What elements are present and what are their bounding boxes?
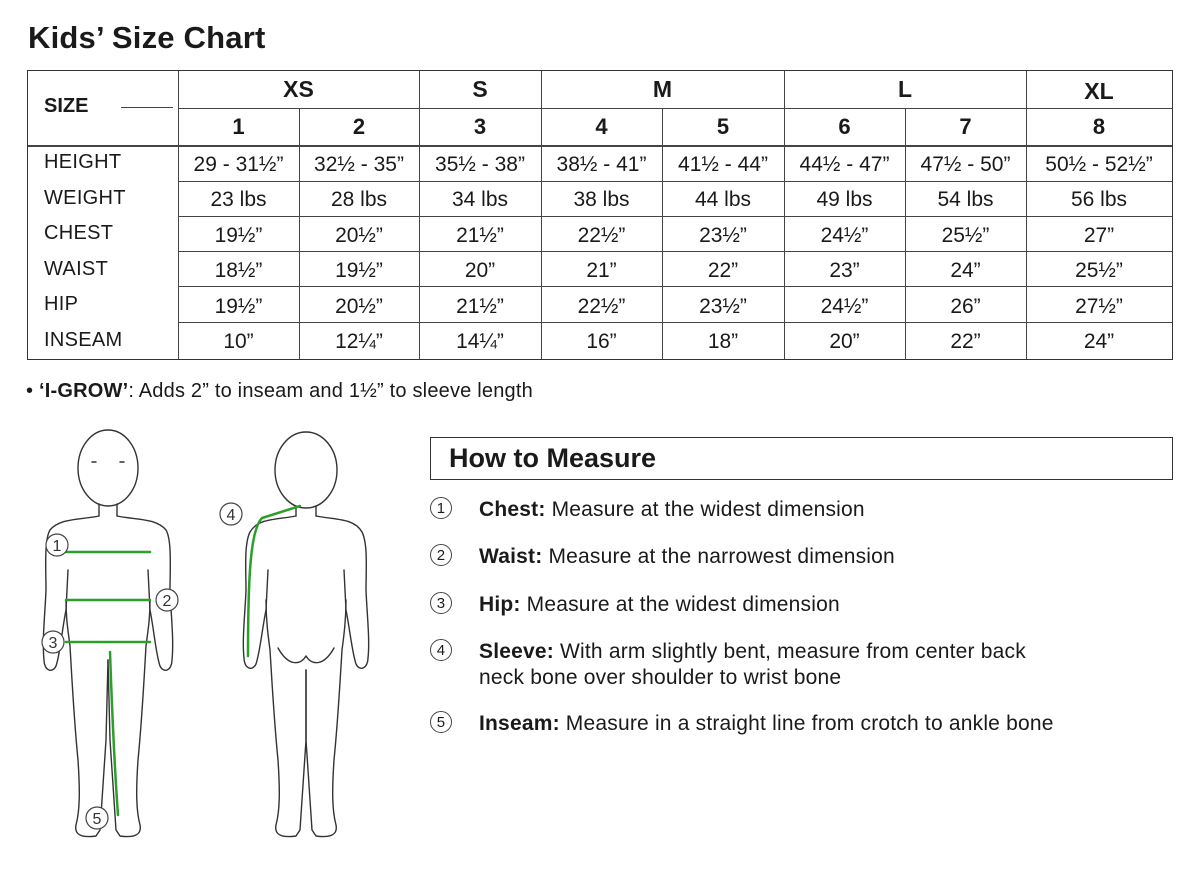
table-cell: 22” [950, 330, 981, 354]
table-cell: 24½” [820, 294, 869, 318]
table-cell: 24” [950, 259, 981, 283]
group-header-xl: XL [1084, 78, 1114, 104]
table-cell: 23½” [699, 294, 747, 318]
svg-text:4: 4 [226, 507, 236, 524]
size-number: 7 [959, 113, 972, 139]
step-text: Measure in a straight line from crotch to ankle bone [559, 712, 1054, 735]
table-cell: 47½ - 50” [920, 152, 1011, 176]
note-text: : Adds 2” to inseam and 1½” to sleeve length [128, 380, 533, 402]
table-cell: 18” [707, 330, 739, 354]
table-cell: 25½” [1075, 259, 1123, 283]
table-cell: 14¼” [456, 330, 504, 354]
marker-3 [42, 631, 64, 653]
table-cell: 56 lbs [1070, 188, 1128, 212]
marker-1 [46, 534, 68, 556]
step-number-1: 1 [430, 497, 452, 519]
size-number: 8 [1092, 113, 1106, 139]
table-cell: 16” [586, 330, 617, 354]
table-cell: 20” [829, 330, 860, 354]
table-cell: 29 - 31½” [193, 152, 284, 176]
table-cell: 28 lbs [330, 188, 388, 212]
table-cell: 12¼” [335, 330, 383, 354]
size-number: 1 [232, 113, 245, 139]
table-cell: 21” [586, 259, 617, 283]
group-header-l: L [897, 76, 913, 102]
table-cell: 22½” [577, 223, 626, 247]
table-cell: 20” [464, 259, 496, 283]
table-cell: 23½” [699, 223, 747, 247]
size-label: SIZE [44, 95, 89, 117]
size-number: 4 [595, 113, 608, 139]
group-header-s: S [472, 76, 488, 102]
table-cell: 24” [1083, 330, 1115, 354]
step-term: Waist: [479, 545, 543, 568]
table-cell: 26” [950, 294, 981, 318]
step-number-4: 4 [430, 639, 452, 661]
row-label: HEIGHT [44, 151, 122, 174]
row-label: HIP [44, 293, 79, 316]
group-header-m: M [652, 76, 673, 102]
table-cell: 20½” [335, 223, 383, 247]
table-cell: 19½” [335, 259, 383, 283]
table-cell: 23” [829, 259, 860, 283]
marker-2 [156, 589, 178, 611]
step-number-3: 3 [430, 592, 452, 614]
table-cell: 27½” [1075, 294, 1123, 318]
table-cell: 21½” [456, 223, 504, 247]
svg-text:3: 3 [48, 635, 58, 652]
table-cell: 20½” [335, 294, 383, 318]
table-cell: 22½” [577, 294, 626, 318]
table-cell: 19½” [214, 294, 263, 318]
svg-text:1: 1 [52, 538, 62, 555]
step-text: Measure at the narrowest dimension [542, 545, 895, 568]
table-cell: 10” [223, 330, 254, 354]
table-cell: 49 lbs [816, 188, 873, 212]
size-label-rule [121, 107, 173, 108]
step-number-2: 2 [430, 544, 452, 566]
table-cell: 23 lbs [210, 188, 267, 212]
table-cell: 44 lbs [694, 188, 752, 212]
note-term: ‘I-GROW’ [38, 380, 129, 402]
table-cell: 32½ - 35” [314, 152, 404, 176]
step-term: Hip: [479, 593, 521, 616]
table-cell: 34 lbs [451, 188, 509, 212]
step-term: Sleeve: [479, 640, 554, 663]
group-header-xs: XS [283, 76, 314, 102]
step-number-5: 5 [430, 711, 452, 733]
row-label: WEIGHT [44, 186, 126, 209]
marker-5 [86, 807, 108, 829]
marker-4 [220, 503, 242, 525]
size-number: 2 [352, 113, 366, 139]
table-cell: 24½” [820, 223, 869, 247]
table-cell: 21½” [456, 294, 504, 318]
i-grow-note [26, 380, 533, 403]
table-cell: 54 lbs [937, 188, 994, 212]
table-cell: 19½” [214, 223, 263, 247]
measurement-figures [0, 420, 420, 860]
table-cell: 44½ - 47” [799, 152, 890, 176]
size-number: 3 [473, 113, 487, 139]
row-label: WAIST [44, 257, 109, 280]
how-to-measure-heading: How to Measure [430, 437, 1173, 480]
table-cell: 41½ - 44” [678, 152, 768, 176]
svg-text:5: 5 [92, 811, 102, 828]
table-cell: 38½ - 41” [556, 152, 647, 176]
table-cell: 38 lbs [573, 188, 630, 212]
size-number: 6 [838, 113, 851, 139]
svg-text:2: 2 [162, 593, 172, 610]
step-text: Measure at the widest dimension [520, 593, 840, 616]
note-bullet: • [26, 380, 34, 402]
step-term: Chest: [479, 498, 546, 521]
row-label: CHEST [44, 222, 114, 245]
step-text-continued: neck bone over shoulder to wrist bone [479, 666, 842, 689]
table-cell: 18½” [214, 259, 263, 283]
table-cell: 35½ - 38” [435, 152, 525, 176]
sleeve-measure-line [248, 506, 300, 656]
size-table [27, 70, 1173, 360]
table-cell: 22” [707, 259, 739, 283]
row-label: INSEAM [44, 328, 123, 351]
back-figure-illustration [243, 432, 368, 837]
step-text: Measure at the widest dimension [545, 498, 865, 521]
table-cell: 25½” [941, 223, 990, 247]
table-cell: 27” [1083, 223, 1115, 247]
step-text: With arm slightly bent, measure from center back [553, 640, 1026, 663]
front-figure-illustration [43, 430, 172, 837]
page-title: Kids’ Size Chart [28, 20, 266, 55]
step-term: Inseam: [479, 712, 560, 735]
table-cell: 50½ - 52½” [1045, 152, 1153, 176]
size-number: 5 [716, 113, 730, 139]
